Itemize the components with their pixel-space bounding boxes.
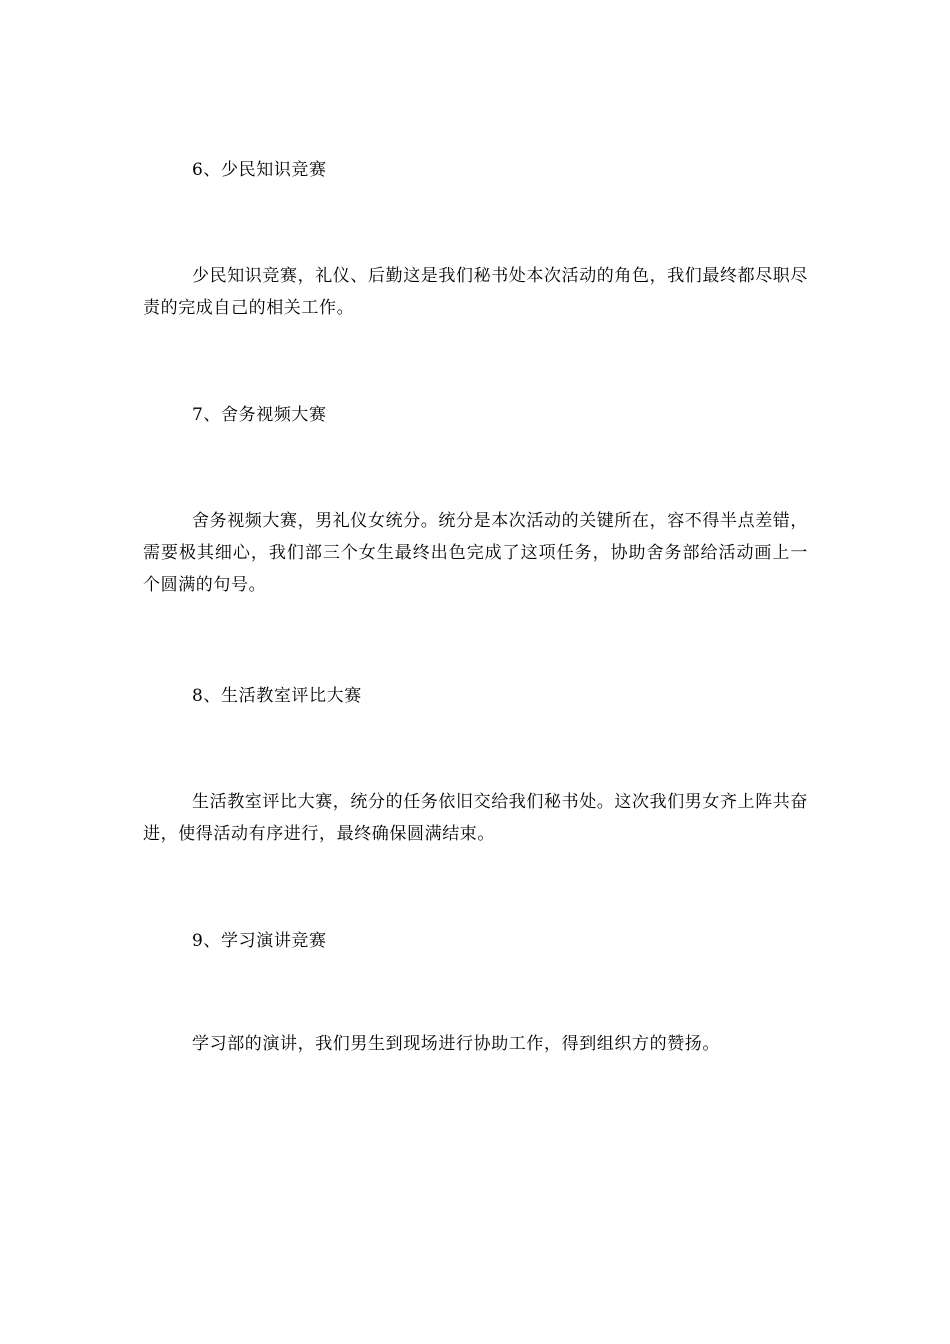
section-paragraph-7: 舍务视频大赛，男礼仪女统分。统分是本次活动的关键所在，容不得半点差错，需要极其细心，我们部三个女生最终出色完成了这项任务，协助舍务部给活动画上一个圆满的句号。 bbox=[143, 511, 808, 595]
section-heading-9: 9、学习演讲竞赛 bbox=[192, 931, 327, 951]
section-heading-7: 7、舍务视频大赛 bbox=[192, 405, 327, 425]
section-paragraph-9: 学习部的演讲，我们男生到现场进行协助工作，得到组织方的赞扬。 bbox=[192, 1034, 720, 1054]
section-heading-6: 6、少民知识竞赛 bbox=[192, 160, 327, 180]
section-paragraph-8: 生活教室评比大赛，统分的任务依旧交给我们秘书处。这次我们男女齐上阵共奋进，使得活动有序进行，最终确保圆满结束。 bbox=[143, 792, 808, 844]
section-heading-8: 8、生活教室评比大赛 bbox=[192, 686, 362, 706]
section-paragraph-6: 少民知识竞赛，礼仪、后勤这是我们秘书处本次活动的角色，我们最终都尽职尽责的完成自己的相关工作。 bbox=[143, 266, 808, 318]
